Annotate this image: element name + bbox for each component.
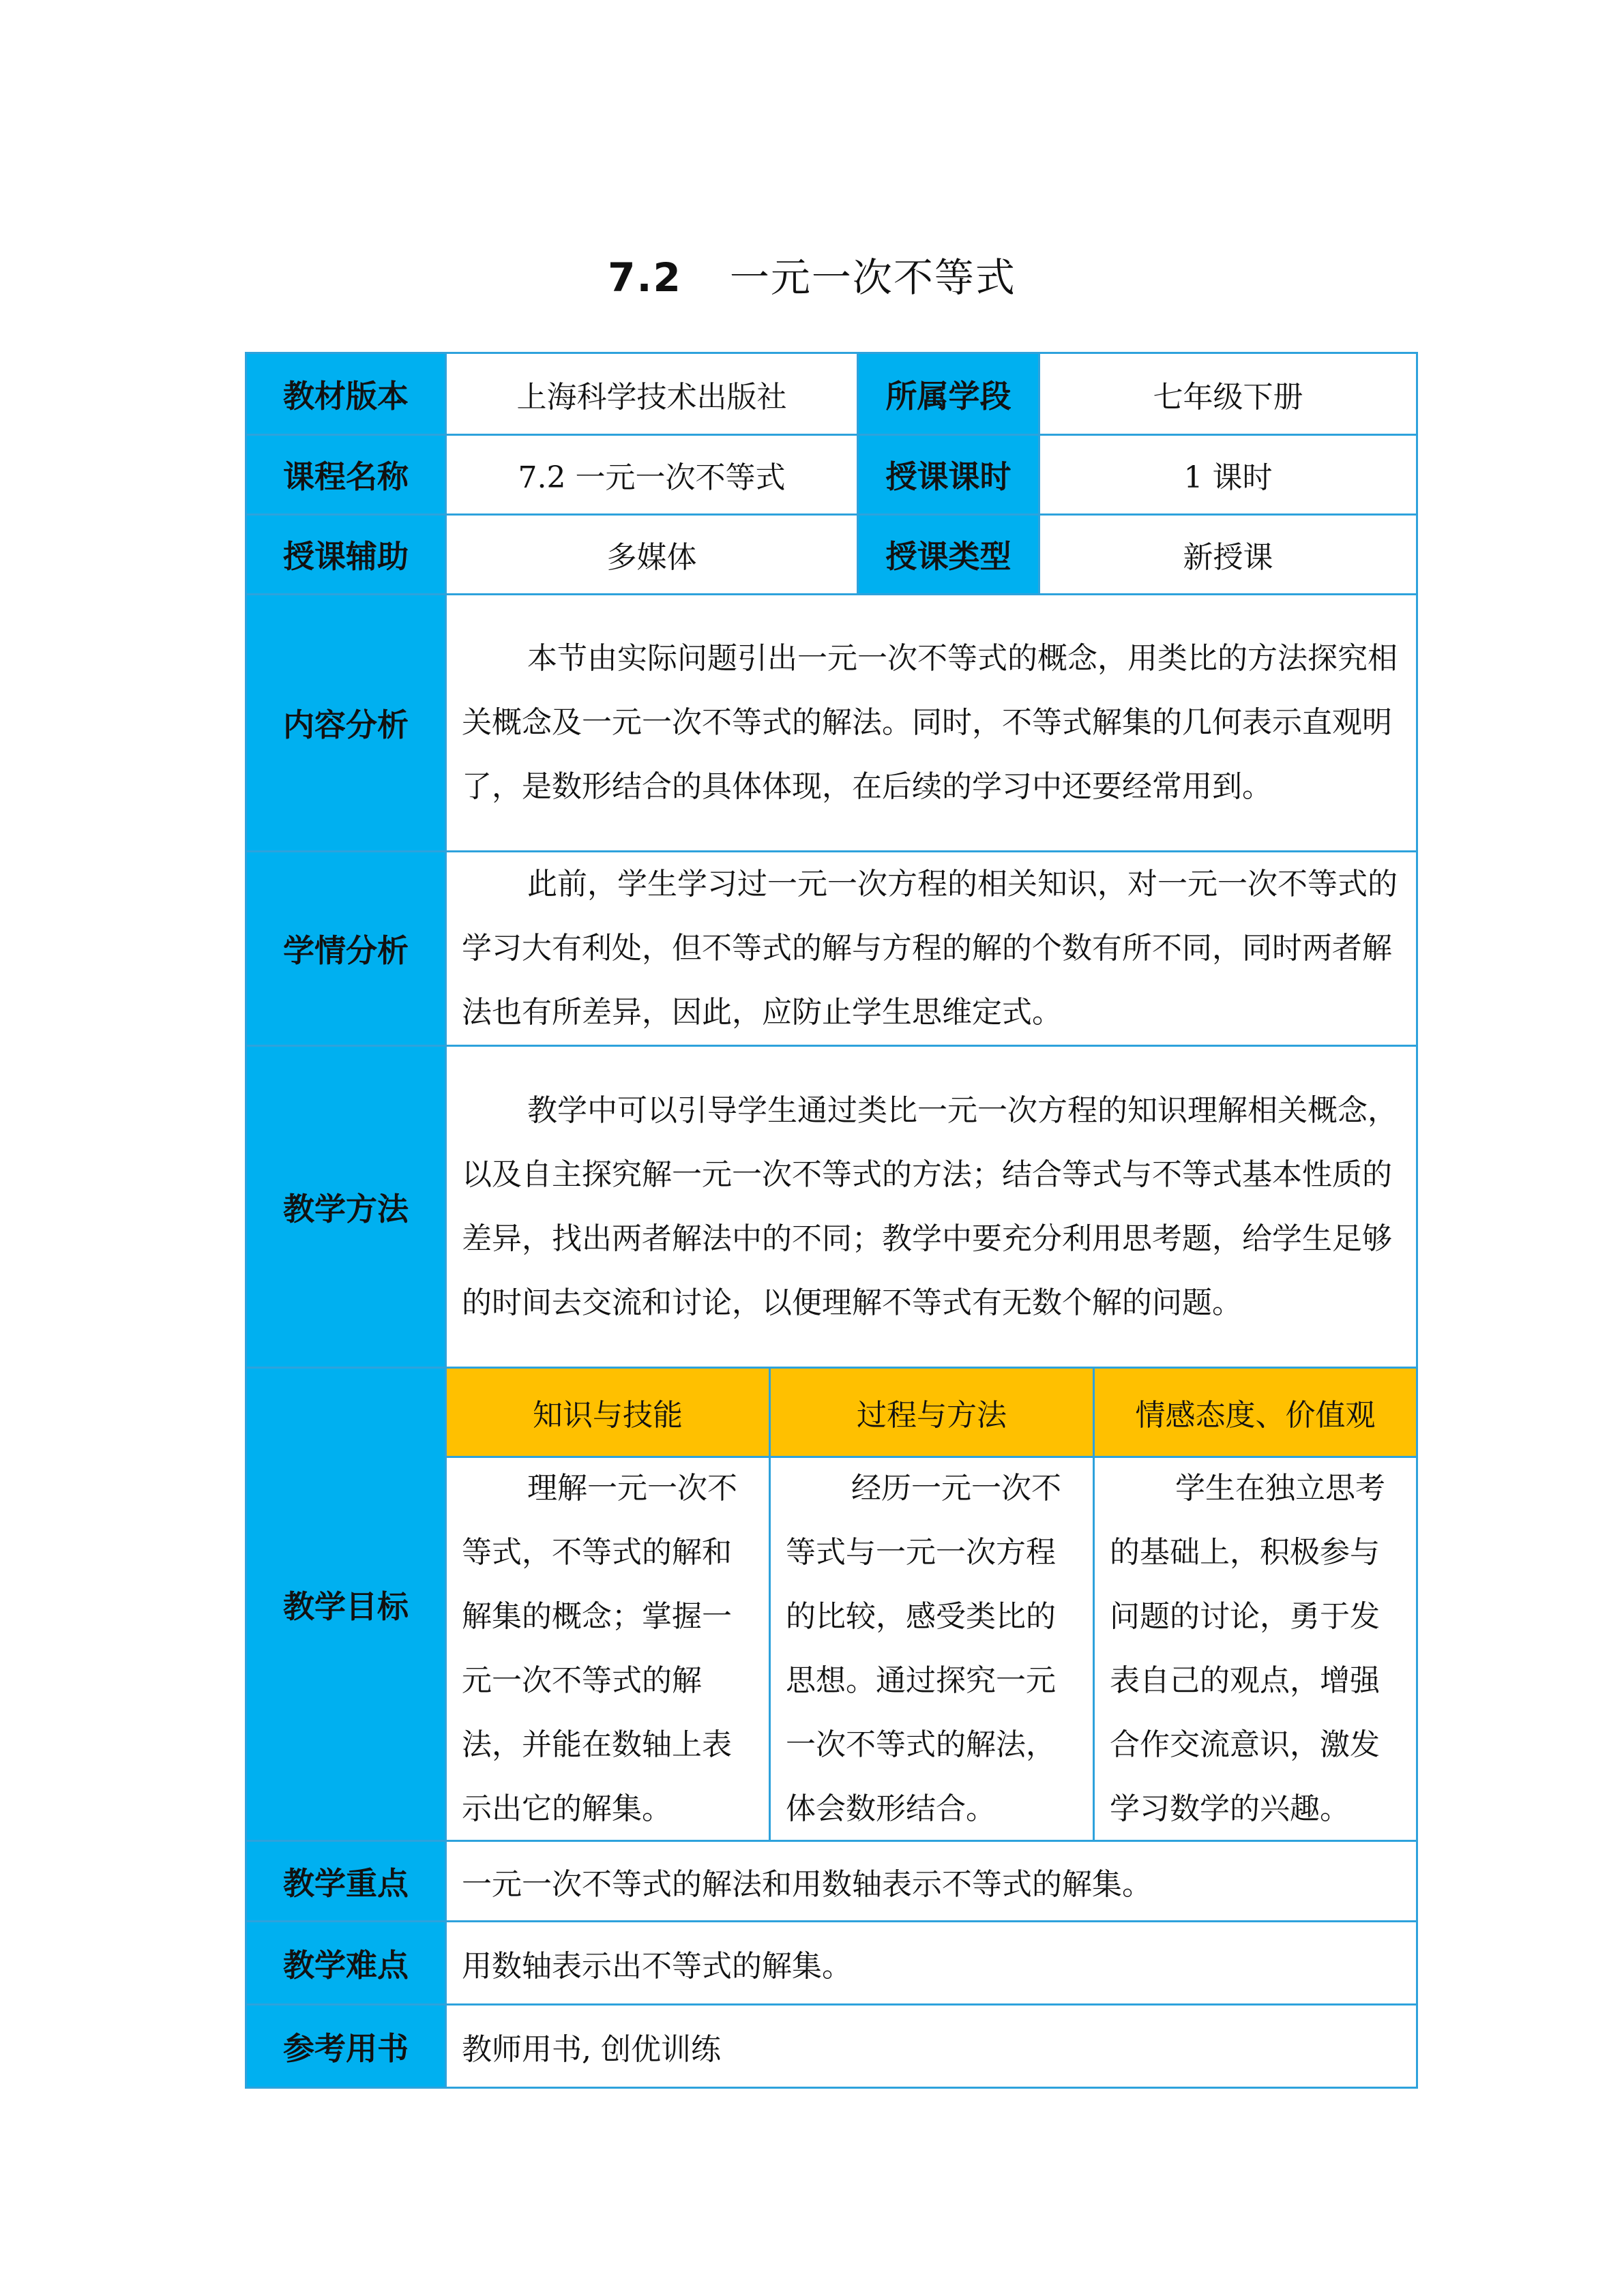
page-title [0,247,1624,308]
title-text: 一元一次不等式 [729,254,1016,301]
goals-attitude-line: 学习数学的兴趣。 [1110,1791,1350,1826]
goals-process-text [786,1458,1061,1841]
goals-knowledge-line: 理解一元一次不 [527,1471,737,1506]
textbook-value: 上海科学技术出版社 [447,354,859,436]
content-analysis-label: 内容分析 [247,595,447,852]
goals-attitude-line: 表自己的观点，增强 [1110,1663,1380,1698]
goals-knowledge-text [462,1458,737,1841]
content-analysis-text: 本节由实际问题引出一元一次不等式的概念，用类比的方法探究相关概念及一元一次不等式的解法。同时，不等式解集的几何表示直观明了，是数形结合的具体体现，在后续的学习中还要经常用到。 [462,641,1398,804]
aid-value: 多媒体 [447,516,859,595]
grade-label: 所属学段 [859,354,1040,436]
goals-attitude-line: 的基础上，积极参与 [1110,1535,1380,1570]
difficulty-value: 用数轴表示出不等式的解集。 [447,1922,1418,2006]
goals-knowledge-line: 法，并能在数轴上表 [462,1727,732,1762]
goals-label: 教学目标 [247,1369,447,1842]
goals-process-line: 体会数形结合。 [786,1791,996,1826]
goals-attitude-line: 学生在独立思考 [1175,1471,1385,1506]
reference-value: 教师用书, 创优训练 [447,2006,1418,2089]
goals-process-line: 思想。通过探究一元 [786,1663,1056,1698]
goals-attitude-text [1110,1458,1385,1841]
teaching-method-text: 教学中可以引导学生通过类比一元一次方程的知识理解相关概念，以及自主探究解一元一次不等式的方法；结合等式与不等式基本性质的差异，找出两者解法中的不同；教学中要充分利用思考题，给学生足够的时间去交流和讨论，以便理解不等式有无数个解的问题。 [462,1092,1398,1320]
textbook-label: 教材版本 [247,354,447,436]
course-value: 7.2 一元一次不等式 [447,436,859,516]
goals-process-line: 等式与一元一次方程 [786,1535,1056,1570]
goals-knowledge-line: 元一次不等式的解 [462,1663,702,1698]
type-value: 新授课 [1040,516,1418,595]
grade-value: 七年级下册 [1040,354,1418,436]
teaching-method-label: 教学方法 [247,1047,447,1369]
goals-knowledge-line: 示出它的解集。 [462,1791,672,1826]
difficulty-label: 教学难点 [247,1922,447,2006]
student-analysis-cell [447,852,1418,1047]
goals-process-line: 一次不等式的解法， [786,1727,1056,1762]
teaching-method-cell [447,1047,1418,1369]
hours-value: 1 课时 [1040,436,1418,516]
goals-process-cell [771,1458,1095,1842]
goals-attitude-line: 合作交流意识，激发 [1110,1727,1380,1762]
goals-attitude-line: 问题的讨论，勇于发 [1110,1599,1380,1634]
goals-knowledge-line: 等式，不等式的解和 [462,1535,732,1570]
goals-knowledge-cell [447,1458,771,1842]
goals-header-process: 过程与方法 [771,1369,1095,1458]
student-analysis-label: 学情分析 [247,852,447,1047]
type-label: 授课类型 [859,516,1040,595]
goals-attitude-cell [1095,1458,1418,1842]
title-number: 7.2 [608,254,682,301]
goals-process-line: 经历一元一次不 [851,1471,1061,1506]
goals-header-knowledge: 知识与技能 [447,1369,771,1458]
goals-knowledge-line: 解集的概念；掌握一 [462,1599,732,1634]
lesson-plan-table [245,352,1418,2089]
hours-label: 授课课时 [859,436,1040,516]
aid-label: 授课辅助 [247,516,447,595]
course-label: 课程名称 [247,436,447,516]
content-analysis-cell [447,595,1418,852]
student-analysis-text: 此前，学生学习过一元一次方程的相关知识，对一元一次不等式的学习大有利处，但不等式的解与方程的解的个数有所不同，同时两者解法也有所差异，因此，应防止学生思维定式。 [462,867,1398,1030]
key-point-value: 一元一次不等式的解法和用数轴表示不等式的解集。 [447,1842,1418,1922]
key-point-label: 教学重点 [247,1842,447,1922]
goals-header-attitude: 情感态度、价值观 [1095,1369,1418,1458]
goals-process-line: 的比较，感受类比的 [786,1599,1056,1634]
reference-label: 参考用书 [247,2006,447,2089]
